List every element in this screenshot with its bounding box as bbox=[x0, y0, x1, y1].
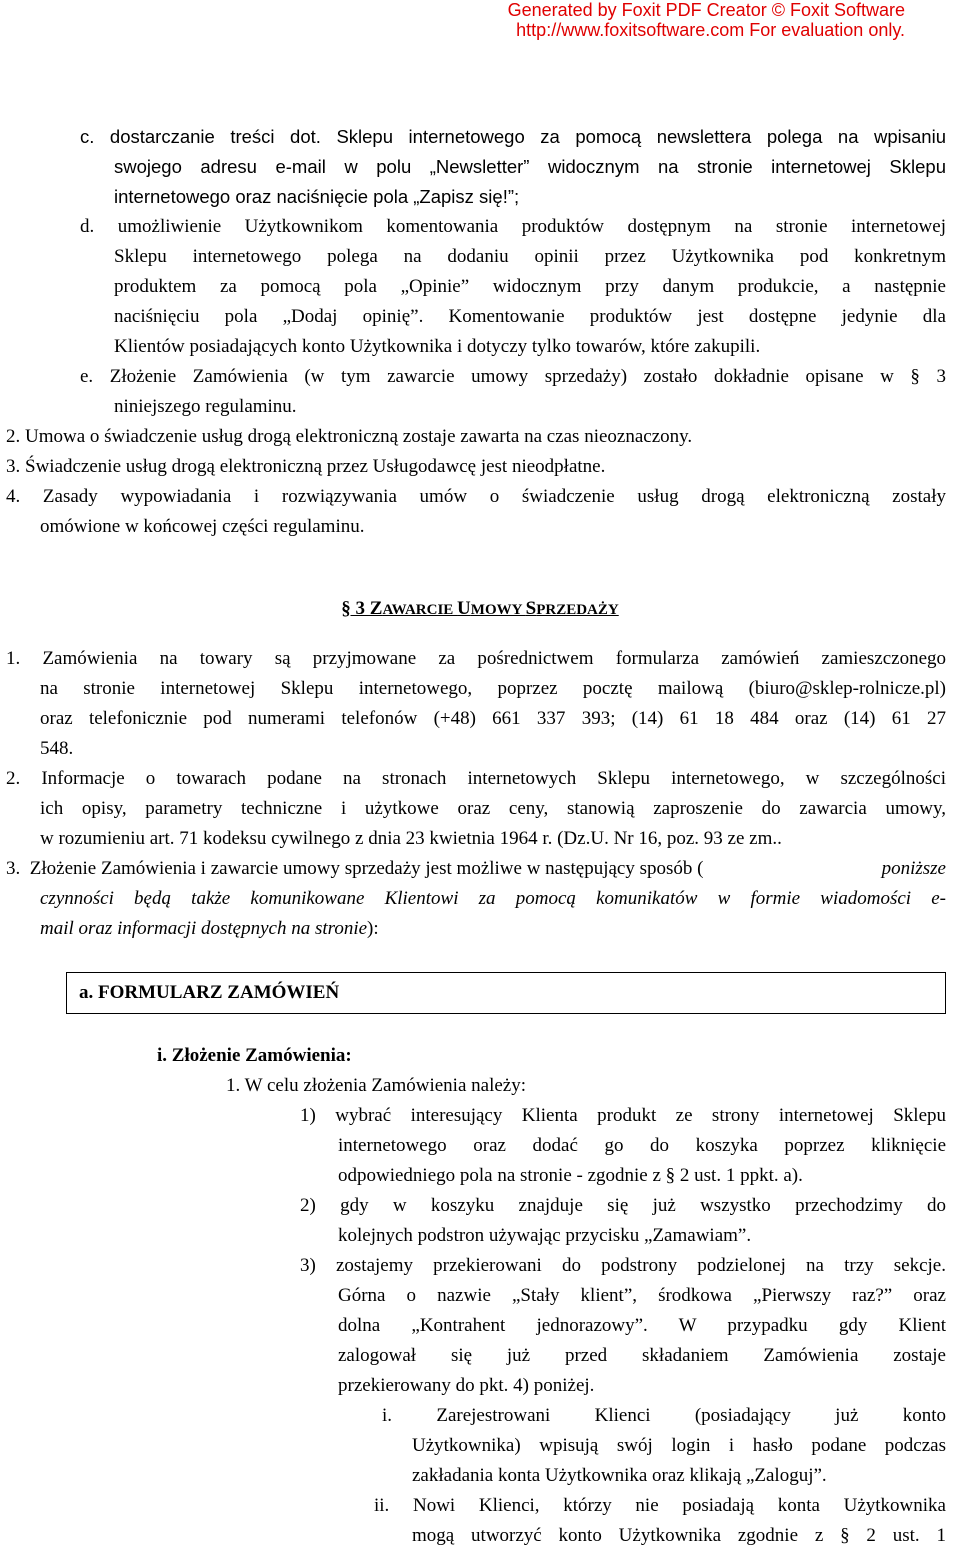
point-4-line-1: 4. Zasady wypowiadania i rozwiązywania umów o świadczenie usług drogą elektroniczną zostały bbox=[6, 486, 946, 507]
sec-point-1-line-2: na stronie internetowej Sklepu internetowego, poprzez pocztę mailową (biuro@sklep-rolnicze.pl) bbox=[40, 678, 946, 699]
point-2: 2. Umowa o świadczenie usług drogą elektroniczną zostaje zawarta na czas nieoznaczony. bbox=[6, 426, 693, 447]
sec-point-3-line-1: 3. Złożenie Zamówienia i zawarcie umowy sprzedaży jest możliwe w następujący sposób ( poniższe bbox=[6, 858, 946, 879]
sub-heading-i: i. Złożenie Zamówienia: bbox=[157, 1045, 352, 1066]
item-d-line-5: Klientów posiadających konto Użytkownika i dotyczy tylko towarów, które zakupili. bbox=[114, 336, 761, 357]
watermark-line-1: Generated by Foxit PDF Creator © Foxit Software bbox=[507, 0, 905, 20]
sec-point-2-line-3: w rozumieniu art. 71 kodeksu cywilnego z dnia 23 kwietnia 1964 r. (Dz.U. Nr 16, poz. 93 ze zm.. bbox=[40, 828, 782, 849]
point-3: 3. Świadczenie usług drogą elektroniczną przez Usługodawcę jest nieodpłatne. bbox=[6, 456, 606, 477]
roman-ii-line-1: ii. Nowi Klienci, którzy nie posiadają konta Użytkownika bbox=[374, 1495, 946, 1516]
step-1-1-line-2: internetowego oraz dodać go do koszyka poprzez kliknięcie bbox=[338, 1135, 946, 1156]
step-1-3-line-2: Górna o nazwie „Stały klient”, środkowa „Pierwszy raz?” oraz bbox=[338, 1285, 946, 1306]
step-1-2-line-2: kolejnych podstron używając przycisku „Zamawiam”. bbox=[338, 1225, 752, 1246]
item-e-line-2: niniejszego regulaminu. bbox=[114, 396, 297, 417]
sec-point-3-line-3: mail oraz informacji dostępnych na stronie): bbox=[40, 918, 379, 939]
step-1-2-line-1: 2) gdy w koszyku znajduje się już wszystko przechodzimy do bbox=[300, 1195, 946, 1216]
sec-point-2-line-2: ich opisy, parametry techniczne i użytkowe oraz ceny, stanowią zaproszenie do zawarcia umowy, bbox=[40, 798, 946, 819]
sec-point-1-line-4: 548. bbox=[40, 738, 74, 759]
item-d-line-3: produktem za pomocą pola „Opinie” widocznym przy danym produkcie, a następnie bbox=[114, 276, 946, 297]
sec-point-3-line-2: czynności będą także komunikowane Klientowi za pomocą komunikatów w formie wiadomości e- bbox=[40, 888, 946, 909]
item-c-line-3: internetowego oraz naciśnięcie pola „Zapisz się!”; bbox=[114, 186, 520, 207]
section-heading: § 3 ZAWARCIE UMOWY SPRZEDAŻY bbox=[341, 598, 619, 619]
step-1-3-line-1: 3) zostajemy przekierowani do podstrony podzielonej na trzy sekcje. bbox=[300, 1255, 946, 1276]
roman-i-line-1: i. Zarejestrowani Klienci (posiadający już konto bbox=[382, 1405, 946, 1426]
point-4-line-2: omówione w końcowej części regulaminu. bbox=[40, 516, 365, 537]
roman-i-line-3: zakładania konta Użytkownika oraz klikają „Zaloguj”. bbox=[412, 1465, 827, 1486]
roman-i-line-2: Użytkownika) wpisują swój login i hasło podane podczas bbox=[412, 1435, 946, 1456]
item-e-line-1: e. Złożenie Zamówienia (w tym zawarcie umowy sprzedaży) zostało dokładnie opisane w § 3 bbox=[80, 366, 946, 387]
order-form-title: a. FORMULARZ ZAMÓWIEŃ bbox=[79, 982, 340, 1003]
step-1-3-line-4: zalogował się już przed składaniem Zamówienia zostaje bbox=[338, 1345, 946, 1366]
item-c-line-2: swojego adresu e-mail w polu „Newsletter” widocznym na stronie internetowej Sklepu bbox=[114, 156, 946, 177]
sec-point-1-line-3: oraz telefonicznie pod numerami telefonów (+48) 661 337 393; (14) 61 18 484 oraz (14) 61 27 bbox=[40, 708, 946, 729]
step-1: 1. W celu złożenia Zamówienia należy: bbox=[226, 1075, 527, 1096]
item-d-line-2: Sklepu internetowego polega na dodaniu opinii przez Użytkownika pod konkretnym bbox=[114, 246, 946, 267]
roman-ii-line-2: mogą utworzyć konto Użytkownika zgodnie z § 2 ust. 1 bbox=[412, 1525, 946, 1546]
item-c-line-1: c. dostarczanie treści dot. Sklepu internetowego za pomocą newslettera polega na wpisaniu bbox=[80, 126, 946, 147]
step-1-1-line-3: odpowiedniego pola na stronie - zgodnie z § 2 ust. 1 ppkt. a). bbox=[338, 1165, 803, 1186]
order-form-box bbox=[66, 972, 946, 1014]
sec-point-2-line-1: 2. Informacje o towarach podane na stronach internetowych Sklepu internetowego, w szczególności bbox=[6, 768, 946, 789]
step-1-3-line-5: przekierowany do pkt. 4) poniżej. bbox=[338, 1375, 595, 1396]
step-1-1-line-1: 1) wybrać interesujący Klienta produkt ze strony internetowej Sklepu bbox=[300, 1105, 946, 1126]
item-d-line-1: d. umożliwienie Użytkownikom komentowania produktów dostępnym na stronie internetowej bbox=[80, 216, 946, 237]
item-d-line-4: naciśnięciu pola „Dodaj opinię”. Komentowanie produktów jest dostępne jedynie dla bbox=[114, 306, 946, 327]
sec-point-1-line-1: 1. Zamówienia na towary są przyjmowane za pośrednictwem formularza zamówień zamieszczonego bbox=[6, 648, 946, 669]
watermark-line-2: http://www.foxitsoftware.com For evaluation only. bbox=[516, 20, 905, 40]
step-1-3-line-3: dolna „Kontrahent jednorazowy”. W przypadku gdy Klient bbox=[338, 1315, 946, 1336]
